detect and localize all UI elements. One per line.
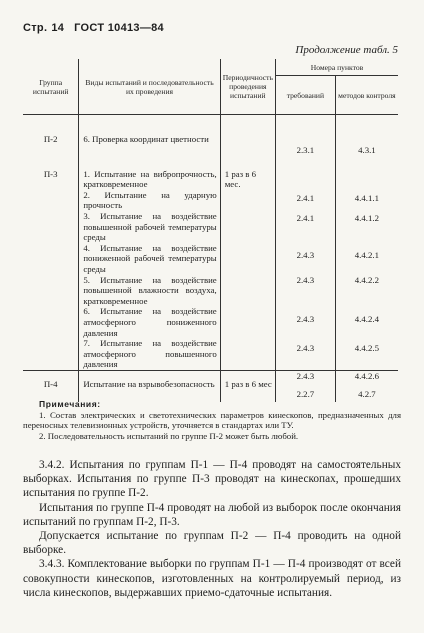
col-methods-header: методов контроля	[335, 76, 398, 115]
table-row	[23, 115, 398, 157]
requirement-ref: 2.4.3	[296, 249, 315, 260]
method-ref: 4.4.1.2	[354, 212, 379, 223]
test-item: 6. Испытание на воздействие атмосферного пониженного давления	[83, 306, 217, 338]
col-group-header: Группа испытаний	[23, 59, 79, 115]
requirement-ref: 2.4.3	[296, 274, 315, 285]
paragraph: Испытания по группе П-4 проводят на любой из выборок после окончания испытаний по группам П-2, П-3.	[23, 501, 401, 528]
page-label: Стр.	[23, 22, 48, 34]
test-item: 4. Испытание на воздействие пониженной рабочей температуры среды	[83, 242, 217, 274]
method-ref: 4.4.2.5	[354, 342, 379, 353]
test-item: 5. Испытание на воздействие повышенной влажности воздуха, кратковременное	[83, 274, 217, 306]
col-requirements-header: требований	[275, 76, 335, 115]
col-period-header: Периодичность проведения испытаний	[220, 59, 275, 115]
method-ref: 4.4.2.4	[354, 313, 379, 324]
method-ref: 4.4.2.6	[354, 370, 379, 381]
test-item: 7. Испытание на воздействие атмосферного повышенного давления	[83, 338, 217, 370]
standard-code: ГОСТ 10413—84	[74, 22, 164, 34]
group-cell: П-3	[43, 168, 58, 179]
table-row	[23, 157, 398, 371]
requirement-ref: 2.2.7	[275, 370, 335, 402]
test-description: Испытание на взрывобезопасность	[79, 370, 220, 402]
requirement-ref: 2.4.3	[296, 342, 315, 353]
period-cell: 1 раз в 6 мес	[220, 370, 275, 402]
period-cell	[220, 115, 275, 157]
method-ref: 4.3.1	[335, 115, 398, 157]
method-ref: 4.2.7	[335, 370, 398, 402]
paragraph: 3.4.2. Испытания по группам П-1 — П-4 проводят на самостоятельных выборках. Испытания по группе П-3 проводят на кинескопах, прошедших испытания по группе П-2.	[23, 459, 401, 500]
group-cell: П-2	[43, 134, 58, 144]
notes-block	[23, 399, 401, 441]
method-ref: 4.4.2.2	[354, 274, 379, 285]
test-table	[23, 59, 398, 402]
test-item: 3. Испытание на воздействие повышенной рабочей температуры среды	[83, 210, 217, 243]
requirement-refs	[275, 157, 335, 381]
group-cell: П-4	[23, 370, 79, 402]
test-description: 6. Проверка координат цветности	[79, 115, 220, 157]
period-cell: 1 раз в 6 мес.	[220, 157, 275, 371]
note-item: 1. Состав электрических и светотехнических параметров кинескопов, предназначенных для переносных телевизионных устройств, уточняется в стандартах или ТУ.	[23, 409, 401, 431]
requirement-ref: 2.4.3	[296, 370, 315, 381]
col-points-header: Номера пунктов	[275, 59, 398, 76]
test-item: 1. Испытание на вибропрочность, кратковременное	[83, 168, 217, 190]
requirement-ref: 2.4.1	[296, 212, 315, 223]
table-continuation-label: Продолжение табл. 5	[295, 44, 398, 56]
method-refs	[335, 157, 398, 381]
page-header	[23, 22, 164, 34]
requirement-ref: 2.4.3	[296, 313, 315, 324]
method-ref: 4.4.1.1	[354, 192, 379, 203]
requirement-ref: 2.3.1	[275, 115, 335, 157]
test-descriptions	[79, 157, 220, 371]
paragraph: Допускается испытание по группам П-2 — П-4 проводить на одной выборке.	[23, 530, 401, 557]
method-ref: 4.4.2.1	[354, 249, 379, 260]
test-item: 2. Испытание на ударную прочность	[83, 189, 217, 211]
page-number: 14	[51, 22, 65, 34]
col-tests-header: Виды испытаний и последовательность их проведения	[79, 59, 220, 115]
note-item: 2. Последовательность испытаний по группе П-2 может быть любой.	[39, 430, 299, 441]
notes-title: Примечания:	[39, 399, 101, 409]
body-text	[23, 458, 401, 600]
requirement-ref: 2.4.1	[296, 192, 315, 203]
paragraph: 3.4.3. Комплектование выборки по группам П-1 — П-4 производят от всей совокупности кинескопов, изготовленных на контролируемый период, из числа кинескопов, выдержавших приемо-сдаточные испытания.	[23, 558, 401, 599]
